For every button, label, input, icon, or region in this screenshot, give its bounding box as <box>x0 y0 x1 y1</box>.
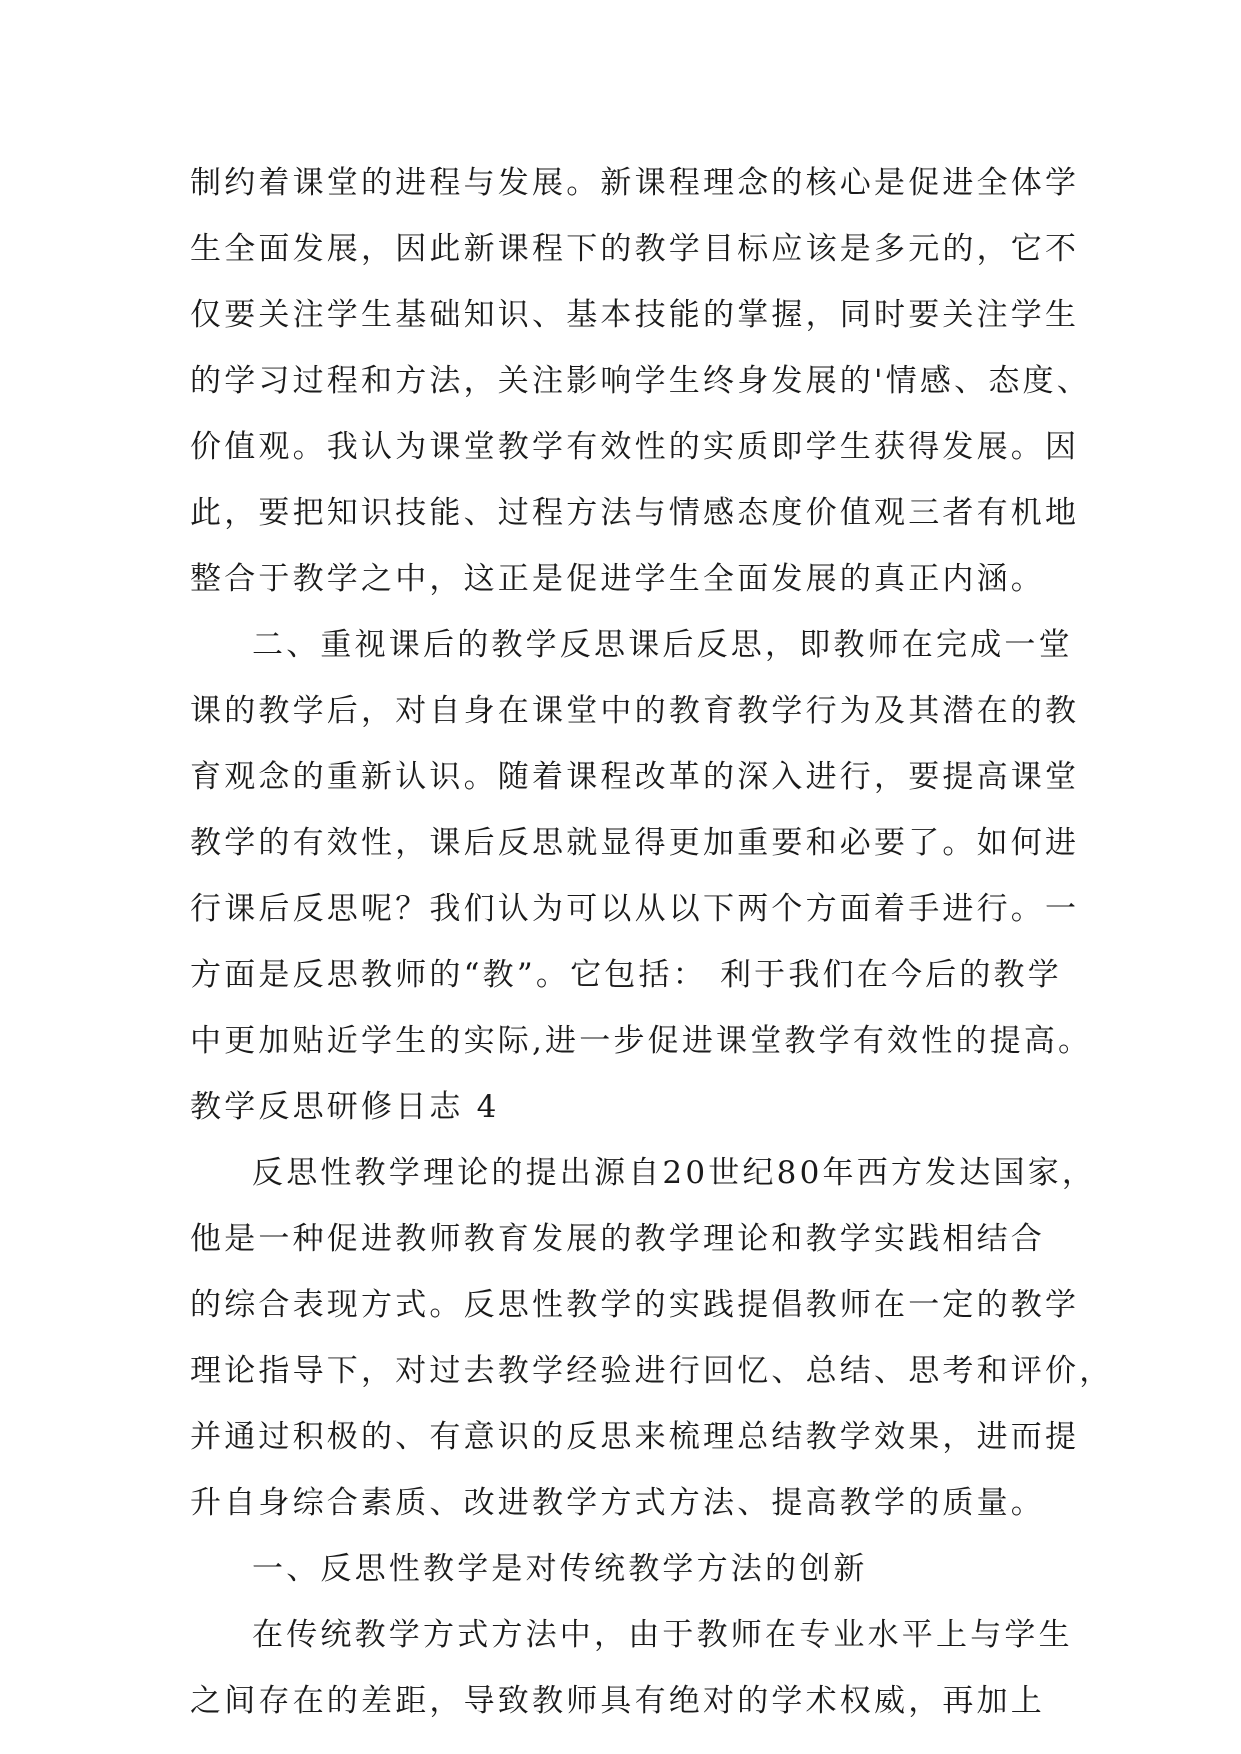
text-line: 的学习过程和方法，关注影响学生终身发展的'情感、态度、 <box>190 363 1091 399</box>
text-line: 中更加贴近学生的实际,进一步促进课堂教学有效性的提高。 <box>190 1023 1093 1059</box>
text-line: 制约着课堂的进程与发展。新课程理念的核心是促进全体学 <box>190 165 1080 201</box>
text-line: 方面是反思教师的“教”。它包括： 利于我们在今后的教学 <box>190 957 1062 993</box>
text-line: 此，要把知识技能、过程方法与情感态度价值观三者有机地 <box>190 495 1080 531</box>
text-line: 行课后反思呢？我们认为可以从以下两个方面着手进行。一 <box>190 891 1080 927</box>
subheading-line: 一、反思性教学是对传统教学方法的创新 <box>252 1551 868 1587</box>
text-line: 育观念的重新认识。随着课程改革的深入进行，要提高课堂 <box>190 759 1080 795</box>
text-line: 价值观。我认为课堂教学有效性的实质即学生获得发展。因 <box>190 429 1080 465</box>
text-line: 教学的有效性，课后反思就显得更加重要和必要了。如何进 <box>190 825 1080 861</box>
text-line: 生全面发展，因此新课程下的教学目标应该是多元的，它不 <box>190 231 1080 267</box>
paragraph-start-line: 反思性教学理论的提出源自20世纪80年西方发达国家， <box>252 1155 1097 1191</box>
section-title: 教学反思研修日志 4 <box>190 1089 500 1125</box>
text-line: 理论指导下，对过去教学经验进行回忆、总结、思考和评价， <box>190 1353 1114 1389</box>
text-line: 整合于教学之中，这正是促进学生全面发展的真正内涵。 <box>190 561 1045 597</box>
text-line: 仅要关注学生基础知识、基本技能的掌握，同时要关注学生 <box>190 297 1080 333</box>
text-line: 的综合表现方式。反思性教学的实践提倡教师在一定的教学 <box>190 1287 1080 1323</box>
text-line: 他是一种促进教师教育发展的教学理论和教学实践相结合 <box>190 1221 1045 1257</box>
text-line: 课的教学后，对自身在课堂中的教育教学行为及其潜在的教 <box>190 693 1080 729</box>
text-line: 并通过积极的、有意识的反思来梳理总结教学效果，进而提 <box>190 1419 1080 1455</box>
text-line: 之间存在的差距，导致教师具有绝对的学术权威，再加上 <box>190 1683 1045 1719</box>
text-line: 升自身综合素质、改进教学方式方法、提高教学的质量。 <box>190 1485 1045 1521</box>
paragraph-start-line: 二、重视课后的教学反思课后反思，即教师在完成一堂 <box>252 627 1073 663</box>
paragraph-start-line: 在传统教学方式方法中，由于教师在专业水平上与学生 <box>252 1617 1073 1653</box>
